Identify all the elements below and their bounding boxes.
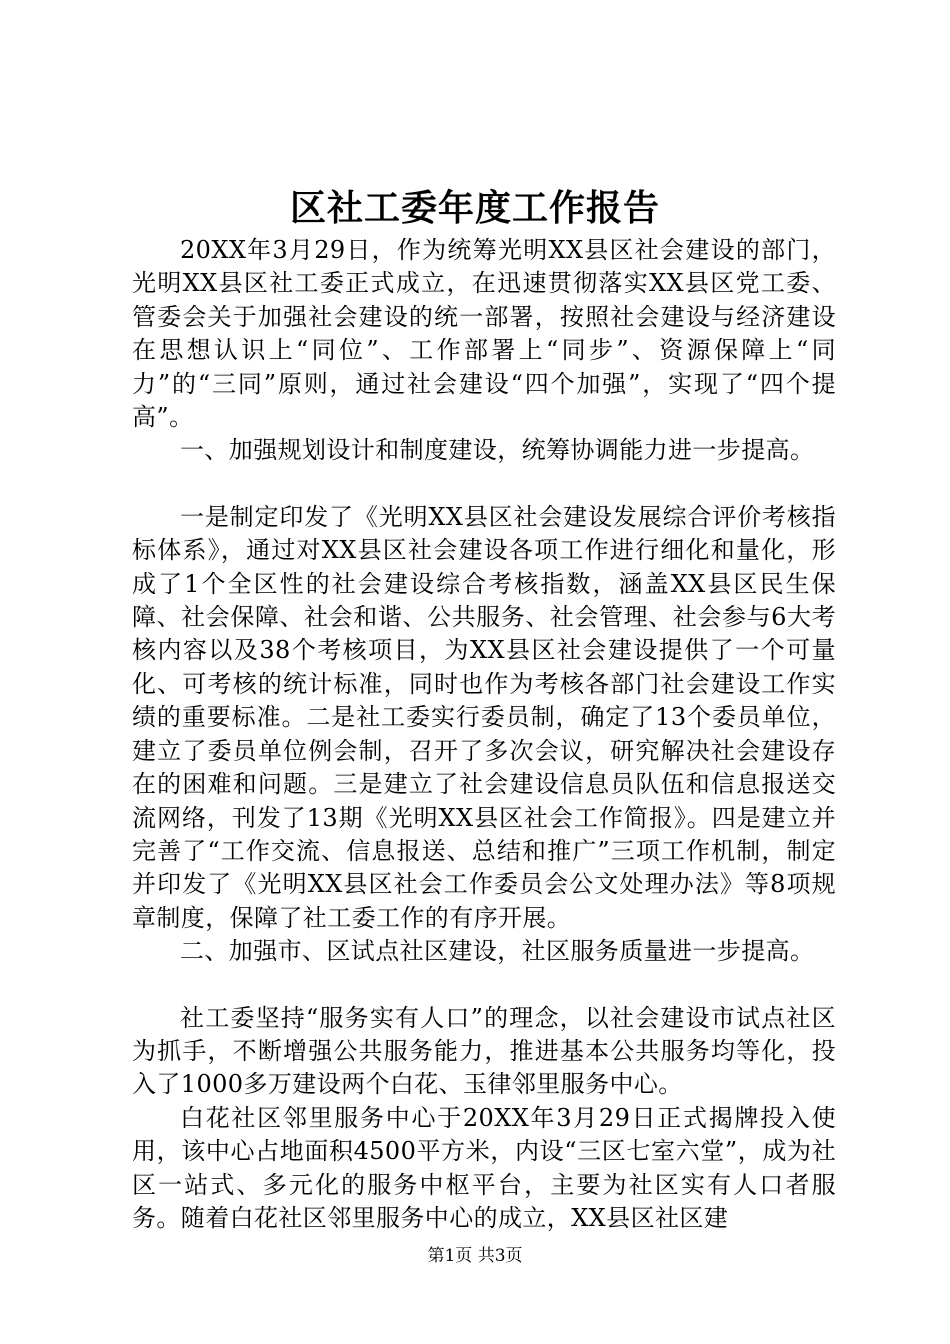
page-footer: 第1页 共3页 bbox=[427, 1246, 523, 1266]
document-title: 区社工委年度工作报告 bbox=[289, 187, 660, 229]
section-heading-2: 二、加强市、区试点社区建设，社区服务质量进一步提高。 bbox=[180, 937, 815, 966]
section-1-paragraph: 一是制定印发了《光明XX县区社会建设发展综合评价考核指标体系》，通过对XX县区社会建设各项工作进行细化和量化，形成了1个全区性的社会建设综合考核指数，涵盖XX县区民生保障、社会保障、社会和谐、公共服务、社会管理、社会参与6大考核内容以及38个考核项目，为XX县区社会建设提供了一个可量化、可考核的统计标准，同时也作为考核各部门社会建设工作实绩的重要标准。二是社工委实行委员制，确定了13个委员单位，建立了委员单位例会制，召开了多次会议，研究解决社会建设存在的困难和问题。三是建立了社会建设信息员队伍和信息报送交流网络，刊发了13期《光明XX县区社会工作简报》。四是建立并完善了“工作交流、信息报送、总结和推广”三项工作机制，制定并印发了《光明XX县区社会工作委员会公文处理办法》等8项规章制度，保障了社工委工作的有序开展。 bbox=[132, 502, 836, 932]
section-heading-1: 一、加强规划设计和制度建设，统筹协调能力进一步提高。 bbox=[180, 436, 815, 465]
section-2-paragraph-1: 社工委坚持“服务实有人口”的理念，以社会建设市试点社区为抓手，不断增强公共服务能力，推进基本公共服务均等化，投入了1000多万建设两个白花、玉律邻里服务中心。 bbox=[132, 1003, 836, 1099]
document-body bbox=[132, 234, 836, 1235]
section-2-paragraph-2: 白花社区邻里服务中心于20XX年3月29日正式揭牌投入使用，该中心占地面积4500平方米，内设“三区七室六堂”，成为社区一站式、多元化的服务中枢平台，主要为社区实有人口者服务。随着白花社区邻里服务中心的成立，XX县区社区建 bbox=[132, 1103, 836, 1232]
intro-paragraph: 20XX年3月29日，作为统筹光明XX县区社会建设的部门，光明XX县区社工委正式成立，在迅速贯彻落实XX县区党工委、管委会关于加强社会建设的统一部署，按照社会建设与经济建设在思想认识上“同位”、工作部署上“同步”、资源保障上“同力”的“三同”原则，通过社会建设“四个加强”，实现了“四个提高”。 bbox=[132, 236, 836, 432]
